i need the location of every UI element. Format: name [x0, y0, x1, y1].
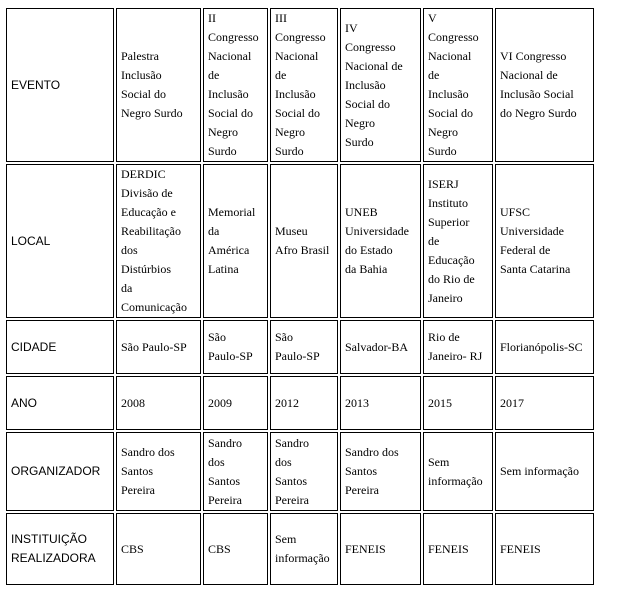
- cell-evento-2009: II Congresso Nacional de Inclusão Social do Negro Surdo: [203, 8, 268, 162]
- cell-ano-2012: 2012: [270, 376, 338, 430]
- cell-organizador-2012: Sandro dos Santos Pereira: [270, 432, 338, 511]
- cell-cidade-2008: São Paulo-SP: [116, 320, 201, 374]
- cell-cidade-2015: Rio de Janeiro- RJ: [423, 320, 493, 374]
- cell-local-2008: DERDIC Divisão de Educação e Reabilitação dos Distúrbios da Comunicação: [116, 164, 201, 318]
- cell-ano-2009: 2009: [203, 376, 268, 430]
- cell-evento-2015: V Congresso Nacional de Inclusão Social do Negro Surdo: [423, 8, 493, 162]
- cell-organizador-2017: Sem informação: [495, 432, 594, 511]
- row-organizador: [6, 432, 594, 511]
- cell-evento-2008: Palestra Inclusão Social do Negro Surdo: [116, 8, 201, 162]
- row-local: [6, 164, 594, 318]
- row-label-evento: EVENTO: [6, 8, 114, 162]
- cell-organizador-2009: Sandro dos Santos Pereira: [203, 432, 268, 511]
- cell-instituicao-2012: Sem informação: [270, 513, 338, 585]
- row-label-local: LOCAL: [6, 164, 114, 318]
- row-label-cidade: CIDADE: [6, 320, 114, 374]
- cell-local-2013: UNEB Universidade do Estado da Bahia: [340, 164, 421, 318]
- cell-cidade-2013: Salvador-BA: [340, 320, 421, 374]
- row-instituicao-realizadora: [6, 513, 594, 585]
- cell-local-2012: Museu Afro Brasil: [270, 164, 338, 318]
- cell-local-2017: UFSC Universidade Federal de Santa Catarina: [495, 164, 594, 318]
- row-ano: [6, 376, 594, 430]
- cell-instituicao-2017: FENEIS: [495, 513, 594, 585]
- cell-ano-2013: 2013: [340, 376, 421, 430]
- cell-instituicao-2008: CBS: [116, 513, 201, 585]
- row-label-instituicao-realizadora: INSTITUIÇÃO REALIZADORA: [6, 513, 114, 585]
- cell-organizador-2008: Sandro dos Santos Pereira: [116, 432, 201, 511]
- cell-instituicao-2013: FENEIS: [340, 513, 421, 585]
- row-label-organizador: ORGANIZADOR: [6, 432, 114, 511]
- cell-organizador-2015: Sem informação: [423, 432, 493, 511]
- cell-cidade-2017: Florianópolis-SC: [495, 320, 594, 374]
- cell-local-2015: ISERJ Instituto Superior de Educação do Rio de Janeiro: [423, 164, 493, 318]
- cell-ano-2008: 2008: [116, 376, 201, 430]
- events-table: [4, 6, 596, 587]
- cell-cidade-2012: São Paulo-SP: [270, 320, 338, 374]
- cell-evento-2012: III Congresso Nacional de Inclusão Social do Negro Surdo: [270, 8, 338, 162]
- cell-evento-2017: VI Congresso Nacional de Inclusão Social do Negro Surdo: [495, 8, 594, 162]
- cell-instituicao-2015: FENEIS: [423, 513, 493, 585]
- row-cidade: [6, 320, 594, 374]
- cell-cidade-2009: São Paulo-SP: [203, 320, 268, 374]
- row-evento: [6, 8, 594, 162]
- cell-organizador-2013: Sandro dos Santos Pereira: [340, 432, 421, 511]
- cell-local-2009: Memorial da América Latina: [203, 164, 268, 318]
- cell-ano-2015: 2015: [423, 376, 493, 430]
- cell-evento-2013: IV Congresso Nacional de Inclusão Social do Negro Surdo: [340, 8, 421, 162]
- row-label-ano: ANO: [6, 376, 114, 430]
- cell-instituicao-2009: CBS: [203, 513, 268, 585]
- cell-ano-2017: 2017: [495, 376, 594, 430]
